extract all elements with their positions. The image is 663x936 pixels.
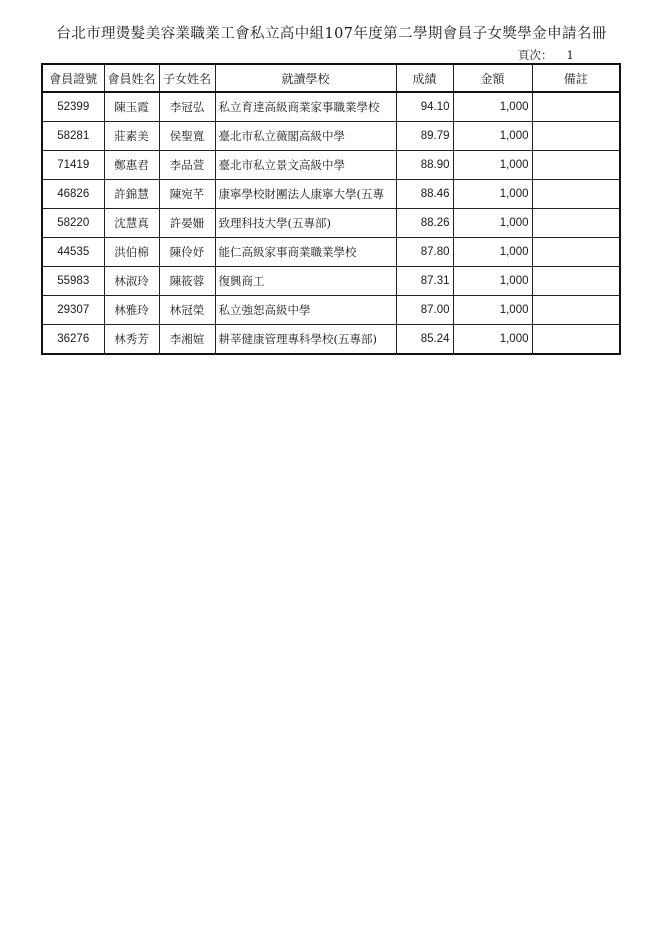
cell-school: 能仁高級家事商業職業學校 bbox=[215, 238, 396, 267]
cell-note bbox=[532, 151, 620, 180]
cell-amount: 1,000 bbox=[453, 325, 532, 355]
header-child-name: 子女姓名 bbox=[159, 64, 215, 92]
cell-amount: 1,000 bbox=[453, 151, 532, 180]
cell-note bbox=[532, 209, 620, 238]
cell-amount: 1,000 bbox=[453, 209, 532, 238]
cell-child-name: 陳筱蓉 bbox=[159, 267, 215, 296]
cell-amount: 1,000 bbox=[453, 180, 532, 209]
cell-amount: 1,000 bbox=[453, 92, 532, 122]
cell-score: 85.24 bbox=[396, 325, 453, 355]
scholarship-roster-table bbox=[41, 63, 621, 355]
header-member-id: 會員證號 bbox=[42, 64, 104, 92]
cell-school: 私立強恕高級中學 bbox=[215, 296, 396, 325]
cell-score: 87.80 bbox=[396, 238, 453, 267]
cell-amount: 1,000 bbox=[453, 267, 532, 296]
page-label: 頁次： bbox=[518, 48, 553, 62]
cell-score: 87.00 bbox=[396, 296, 453, 325]
cell-member-name: 陳玉霞 bbox=[104, 92, 159, 122]
table-row bbox=[42, 151, 620, 180]
header-note: 備註 bbox=[532, 64, 620, 92]
cell-score: 87.31 bbox=[396, 267, 453, 296]
cell-note bbox=[532, 92, 620, 122]
cell-score: 89.79 bbox=[396, 122, 453, 151]
cell-child-name: 李冠弘 bbox=[159, 92, 215, 122]
cell-score: 88.46 bbox=[396, 180, 453, 209]
cell-amount: 1,000 bbox=[453, 296, 532, 325]
table-row bbox=[42, 325, 620, 355]
cell-member-name: 鄭惠君 bbox=[104, 151, 159, 180]
cell-member-name: 林秀芳 bbox=[104, 325, 159, 355]
cell-note bbox=[532, 238, 620, 267]
cell-child-name: 林冠榮 bbox=[159, 296, 215, 325]
cell-member-id: 58281 bbox=[42, 122, 104, 151]
cell-member-name: 林雅玲 bbox=[104, 296, 159, 325]
cell-member-name: 林淑玲 bbox=[104, 267, 159, 296]
cell-child-name: 侯聖寬 bbox=[159, 122, 215, 151]
cell-note bbox=[532, 180, 620, 209]
table-header-row bbox=[42, 64, 620, 92]
table-row bbox=[42, 180, 620, 209]
table-row bbox=[42, 122, 620, 151]
cell-school: 復興商工 bbox=[215, 267, 396, 296]
cell-score: 94.10 bbox=[396, 92, 453, 122]
cell-note bbox=[532, 296, 620, 325]
cell-member-name: 洪伯棉 bbox=[104, 238, 159, 267]
cell-child-name: 李品萱 bbox=[159, 151, 215, 180]
table-row bbox=[42, 209, 620, 238]
cell-note bbox=[532, 325, 620, 355]
table-body bbox=[42, 92, 620, 354]
cell-school: 臺北市私立薇閣高級中學 bbox=[215, 122, 396, 151]
cell-score: 88.26 bbox=[396, 209, 453, 238]
cell-school: 康寧學校財團法人康寧大學(五專 bbox=[215, 180, 396, 209]
cell-score: 88.90 bbox=[396, 151, 453, 180]
cell-amount: 1,000 bbox=[453, 122, 532, 151]
page-number: 1 bbox=[566, 48, 574, 62]
cell-member-id: 44535 bbox=[42, 238, 104, 267]
cell-child-name: 陳宛芊 bbox=[159, 180, 215, 209]
cell-member-name: 莊素美 bbox=[104, 122, 159, 151]
cell-member-id: 58220 bbox=[42, 209, 104, 238]
cell-member-id: 55983 bbox=[42, 267, 104, 296]
header-member-name: 會員姓名 bbox=[104, 64, 159, 92]
cell-school: 私立育達高級商業家事職業學校 bbox=[215, 92, 396, 122]
header-school: 就讀學校 bbox=[215, 64, 396, 92]
cell-member-name: 沈慧真 bbox=[104, 209, 159, 238]
cell-note bbox=[532, 267, 620, 296]
cell-child-name: 陳伶妤 bbox=[159, 238, 215, 267]
cell-child-name: 李湘媗 bbox=[159, 325, 215, 355]
cell-member-id: 36276 bbox=[42, 325, 104, 355]
table-row bbox=[42, 267, 620, 296]
cell-note bbox=[532, 122, 620, 151]
header-score: 成績 bbox=[396, 64, 453, 92]
cell-school: 耕莘健康管理專科學校(五專部) bbox=[215, 325, 396, 355]
cell-member-id: 46826 bbox=[42, 180, 104, 209]
cell-school: 臺北市私立景文高級中學 bbox=[215, 151, 396, 180]
cell-member-id: 71419 bbox=[42, 151, 104, 180]
cell-member-id: 29307 bbox=[42, 296, 104, 325]
cell-school: 致理科技大學(五專部) bbox=[215, 209, 396, 238]
table-row bbox=[42, 238, 620, 267]
cell-amount: 1,000 bbox=[453, 238, 532, 267]
header-amount: 金額 bbox=[453, 64, 532, 92]
document-title: 台北市理燙髮美容業職業工會私立高中組107年度第二學期會員子女獎學金申請名冊 bbox=[56, 26, 607, 42]
cell-member-name: 許錦慧 bbox=[104, 180, 159, 209]
page-indicator bbox=[518, 47, 574, 63]
cell-member-id: 52399 bbox=[42, 92, 104, 122]
cell-child-name: 許晏姍 bbox=[159, 209, 215, 238]
table-row bbox=[42, 296, 620, 325]
table-row bbox=[42, 92, 620, 122]
